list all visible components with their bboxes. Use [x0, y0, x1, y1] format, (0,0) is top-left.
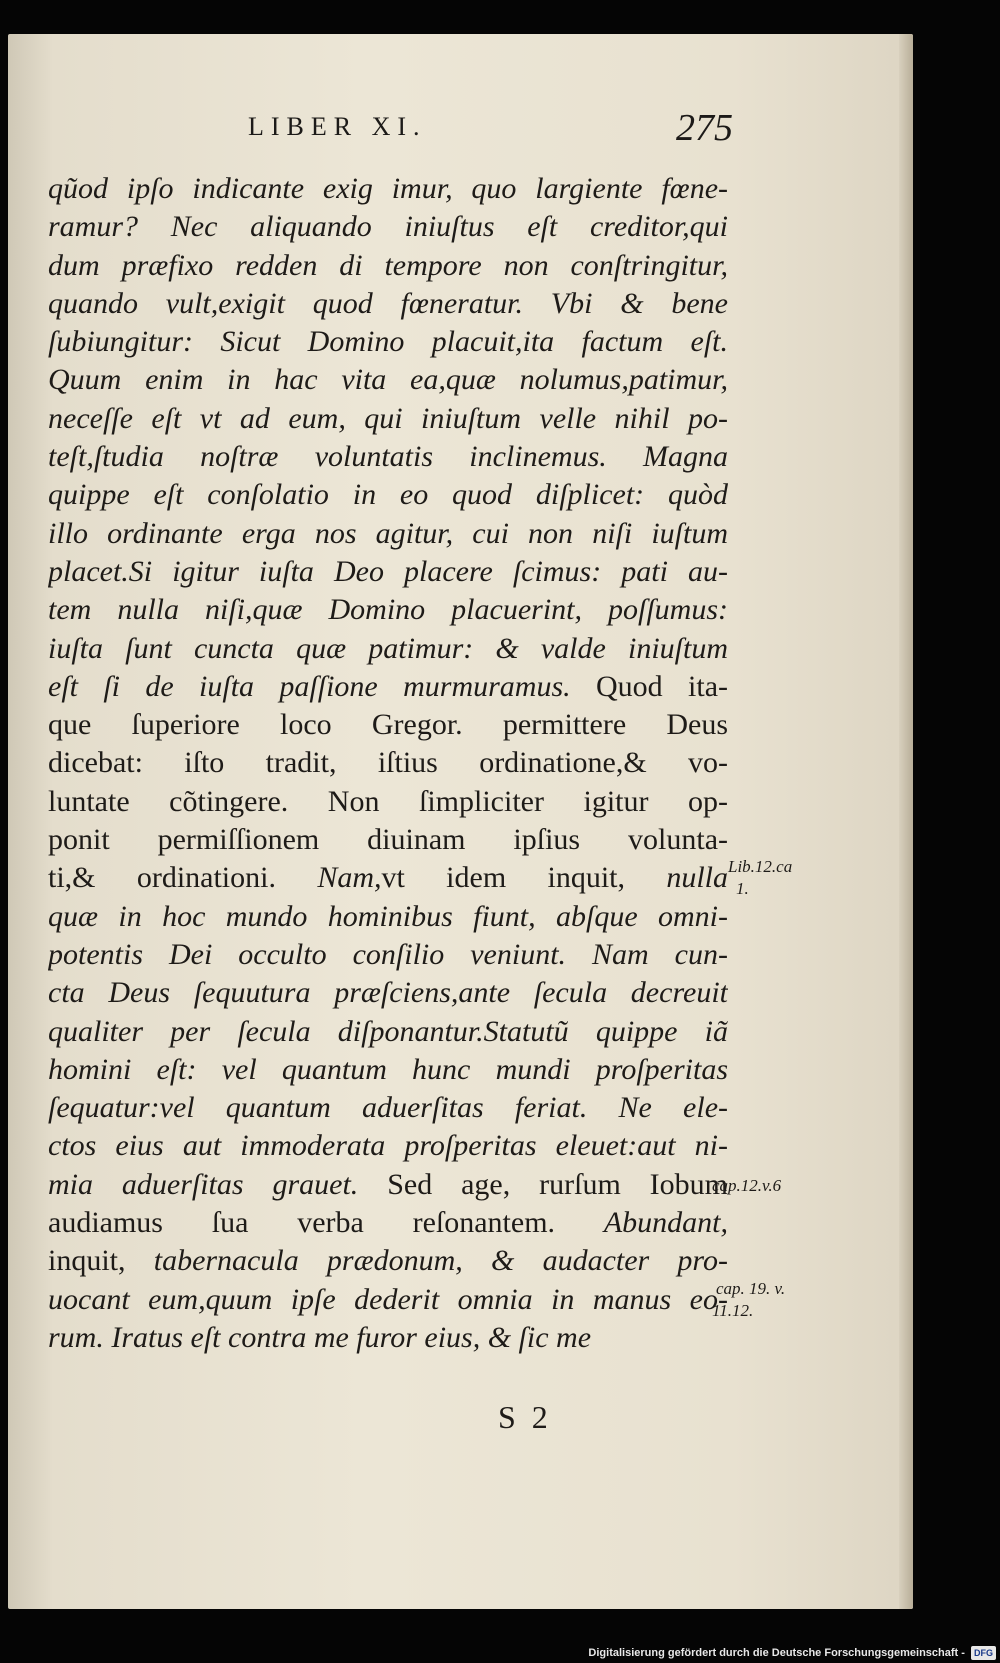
text-segment: que ſuperiore loco Gregor. permittere Deus [48, 708, 728, 742]
text-line [48, 553, 728, 591]
text-line [48, 974, 728, 1012]
text-line [48, 668, 728, 706]
text-line [48, 1013, 728, 1051]
text-line [48, 361, 728, 399]
text-segment: homini eſt: vel quantum hunc mundi proſperitas [48, 1052, 728, 1086]
text-line [48, 783, 728, 821]
text-segment: rum. Iratus eſt contra me furor eius, & ſic me [48, 1320, 592, 1354]
text-segment: teſt,ſtudia noſtræ voluntatis inclinemus. Magna [48, 440, 728, 474]
text-segment: Nam, [317, 861, 382, 895]
text-line [48, 1204, 728, 1242]
text-segment: iuſta ſunt cuncta quæ patimur: & valde iniuſtum [48, 631, 728, 665]
text-segment: uocant eum,quum ipſe dederit omnia in manus eo- [48, 1282, 728, 1316]
text-line [48, 821, 728, 859]
text-segment: Quum enim in hac vita ea,quæ nolumus,patimur, [48, 363, 728, 397]
text-line [48, 744, 728, 782]
text-line [48, 1089, 728, 1127]
text-line [48, 476, 728, 514]
text-segment: quippe eſt conſolatio in eo quod diſplicet: quòd [48, 478, 728, 512]
text-line [48, 936, 728, 974]
text-segment: ponit permiſſionem diuinam ipſius volunta- [48, 823, 728, 857]
text-segment: Quod ita- [596, 669, 728, 703]
text-segment: potentis Dei occulto conſilio veniunt. Nam cun- [48, 937, 728, 971]
page-number: 275 [676, 107, 733, 149]
page-edge [899, 34, 913, 1609]
dfg-logo: DFG [971, 1646, 996, 1660]
text-line [48, 1127, 728, 1165]
text-segment: quando vult,exigit quod fœneratur. Vbi & bene [48, 286, 728, 320]
text-segment: vt idem inquit, [381, 861, 667, 895]
text-line [48, 323, 728, 361]
running-title: LIBER XI. [248, 112, 427, 141]
book-page [8, 34, 913, 1609]
funding-text: Digitalisierung gefördert durch die Deutsche Forschungsgemeinschaft - [588, 1647, 965, 1659]
text-line [48, 706, 728, 744]
text-segment: ſubiungitur: Sicut Domino placuit,ita factum eſt. [48, 325, 728, 359]
text-segment: mia aduerſitas grauet. [48, 1167, 388, 1201]
text-line [48, 400, 728, 438]
body-text [48, 170, 728, 1420]
text-line [48, 285, 728, 323]
text-segment: eſt ſi de iuſta paſſione murmuramus. [48, 669, 596, 703]
text-line [48, 1051, 728, 1089]
text-segment: dum præfixo redden di tempore non conſtringitur, [48, 248, 728, 282]
text-line [48, 591, 728, 629]
text-segment: placet.Si igitur iuſta Deo placere ſcimus: pati au- [48, 554, 728, 588]
signature-mark: S 2 [498, 1399, 552, 1435]
margin-note: Lib.12.ca [728, 857, 793, 876]
text-line [48, 247, 728, 285]
margin-note: 1. [736, 879, 749, 898]
text-line [48, 1319, 728, 1357]
funding-banner [588, 1643, 996, 1663]
text-line [48, 208, 728, 246]
text-segment: tem nulla niſi,quæ Domino placuerint, poſſumus: [48, 593, 728, 627]
text-line [48, 170, 728, 208]
text-segment: qũod ipſo indicante exig imur, quo largiente fœne- [48, 172, 728, 205]
text-segment: quæ in hoc mundo hominibus fiunt, abſque omni- [48, 899, 728, 933]
text-segment: ſequatur:vel quantum aduerſitas feriat. Ne ele- [48, 1091, 728, 1125]
text-line [48, 438, 728, 476]
text-segment: Abundant, [603, 1206, 728, 1240]
margin-note: cap. 19. v. [716, 1279, 786, 1298]
text-line [48, 859, 728, 897]
text-segment: illo ordinante erga nos agitur, cui non niſi iuſtum [48, 516, 728, 550]
text-segment: tabernacula prædonum, & audacter pro- [153, 1244, 728, 1278]
text-segment: ramur? Nec aliquando iniuſtus eſt creditor,qui [48, 210, 728, 244]
text-segment: Sed age, rurſum Iobum [387, 1167, 728, 1201]
text-segment: ctos eius aut immoderata proſperitas eleuet:aut ni- [48, 1129, 728, 1163]
text-line [48, 515, 728, 553]
text-segment: qualiter per ſecula diſponantur.Statutũ quippe iã [48, 1014, 728, 1048]
text-line [48, 898, 728, 936]
text-segment: nulla [666, 861, 728, 895]
text-segment: luntate cõtingere. Non ſimpliciter igitur op- [48, 784, 728, 818]
text-segment: inquit, [48, 1244, 154, 1278]
margin-note: cap.12.v.6 [712, 1176, 782, 1195]
text-segment: dicebat: iſto tradit, iſtius ordinatione,& vo- [48, 746, 728, 780]
text-segment: cta Deus ſequutura præſciens,ante ſecula decreuit [48, 976, 728, 1010]
margin-note: 11.12. [712, 1301, 754, 1320]
text-segment: audiamus ſua verba reſonantem. [48, 1206, 604, 1240]
text-line [48, 1281, 728, 1319]
text-segment: neceſſe eſt vt ad eum, qui iniuſtum velle nihil po- [48, 401, 728, 435]
text-line [48, 630, 728, 668]
text-segment: ti,& ordinationi. [48, 861, 318, 895]
text-line [48, 1242, 728, 1280]
page-header [8, 106, 913, 156]
text-line [48, 1166, 728, 1204]
